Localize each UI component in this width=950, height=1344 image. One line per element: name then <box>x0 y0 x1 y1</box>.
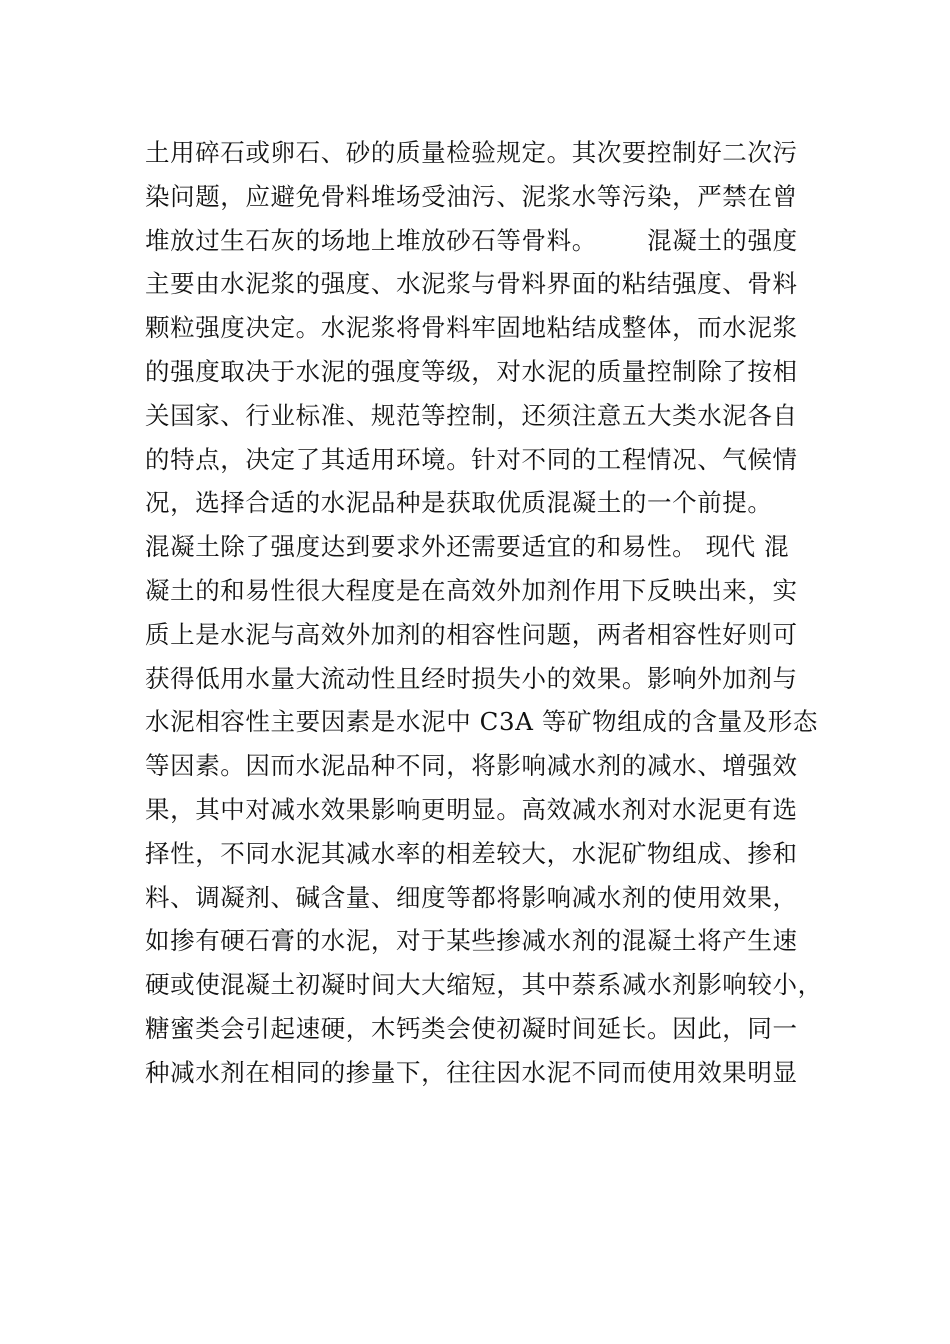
text-line: 果，其中对减水效果影响更明显。高效减水剂对水泥更有选 <box>145 794 798 824</box>
body-text <box>145 131 825 1095</box>
text-line: 质上是水泥与高效外加剂的相容性问题，两者相容性好则可 <box>145 619 798 649</box>
text-line: 染问题，应避免骨料堆场受油污、泥浆水等污染，严禁在曾 <box>145 181 798 211</box>
text-line: 的强度取决于水泥的强度等级，对水泥的质量控制除了按相 <box>145 356 798 386</box>
text-line: 凝土的和易性很大程度是在高效外加剂作用下反映出来，实 <box>145 575 798 605</box>
text-line: 水泥相容性主要因素是水泥中 C3A 等矿物组成的含量及形态 <box>145 707 818 737</box>
text-line: 混凝土除了强度达到要求外还需要适宜的和易性。 现代 混 <box>145 532 790 562</box>
text-line: 如掺有硬石膏的水泥，对于某些掺减水剂的混凝土将产生速 <box>145 926 798 956</box>
text-line: 糖蜜类会引起速硬，木钙类会使初凝时间延长。因此，同一 <box>145 1013 798 1043</box>
text-line: 获得低用水量大流动性且经时损失小的效果。影响外加剂与 <box>145 663 798 693</box>
text-line: 堆放过生石灰的场地上堆放砂石等骨料。 混凝土的强度 <box>145 225 798 255</box>
text-line: 择性，不同水泥其减水率的相差较大，水泥矿物组成、掺和 <box>145 838 798 868</box>
text-line: 的特点，决定了其适用环境。针对不同的工程情况、气候情 <box>145 444 798 474</box>
text-line: 料、调凝剂、碱含量、细度等都将影响减水剂的使用效果， <box>145 882 798 912</box>
text-line: 况，选择合适的水泥品种是获取优质混凝土的一个前提。 <box>145 488 773 518</box>
text-line: 关国家、行业标准、规范等控制，还须注意五大类水泥各自 <box>145 400 798 430</box>
text-line: 种减水剂在相同的掺量下，往往因水泥不同而使用效果明显 <box>145 1057 798 1087</box>
text-line: 硬或使混凝土初凝时间大大缩短，其中萘系减水剂影响较小， <box>145 970 823 1000</box>
text-line: 颗粒强度决定。水泥浆将骨料牢固地粘结成整体，而水泥浆 <box>145 313 798 343</box>
text-line: 主要由水泥浆的强度、水泥浆与骨料界面的粘结强度、骨料 <box>145 269 798 299</box>
text-line: 土用碎石或卵石、砂的质量检验规定。其次要控制好二次污 <box>145 138 798 167</box>
text-line: 等因素。因而水泥品种不同，将影响减水剂的减水、增强效 <box>145 751 798 781</box>
